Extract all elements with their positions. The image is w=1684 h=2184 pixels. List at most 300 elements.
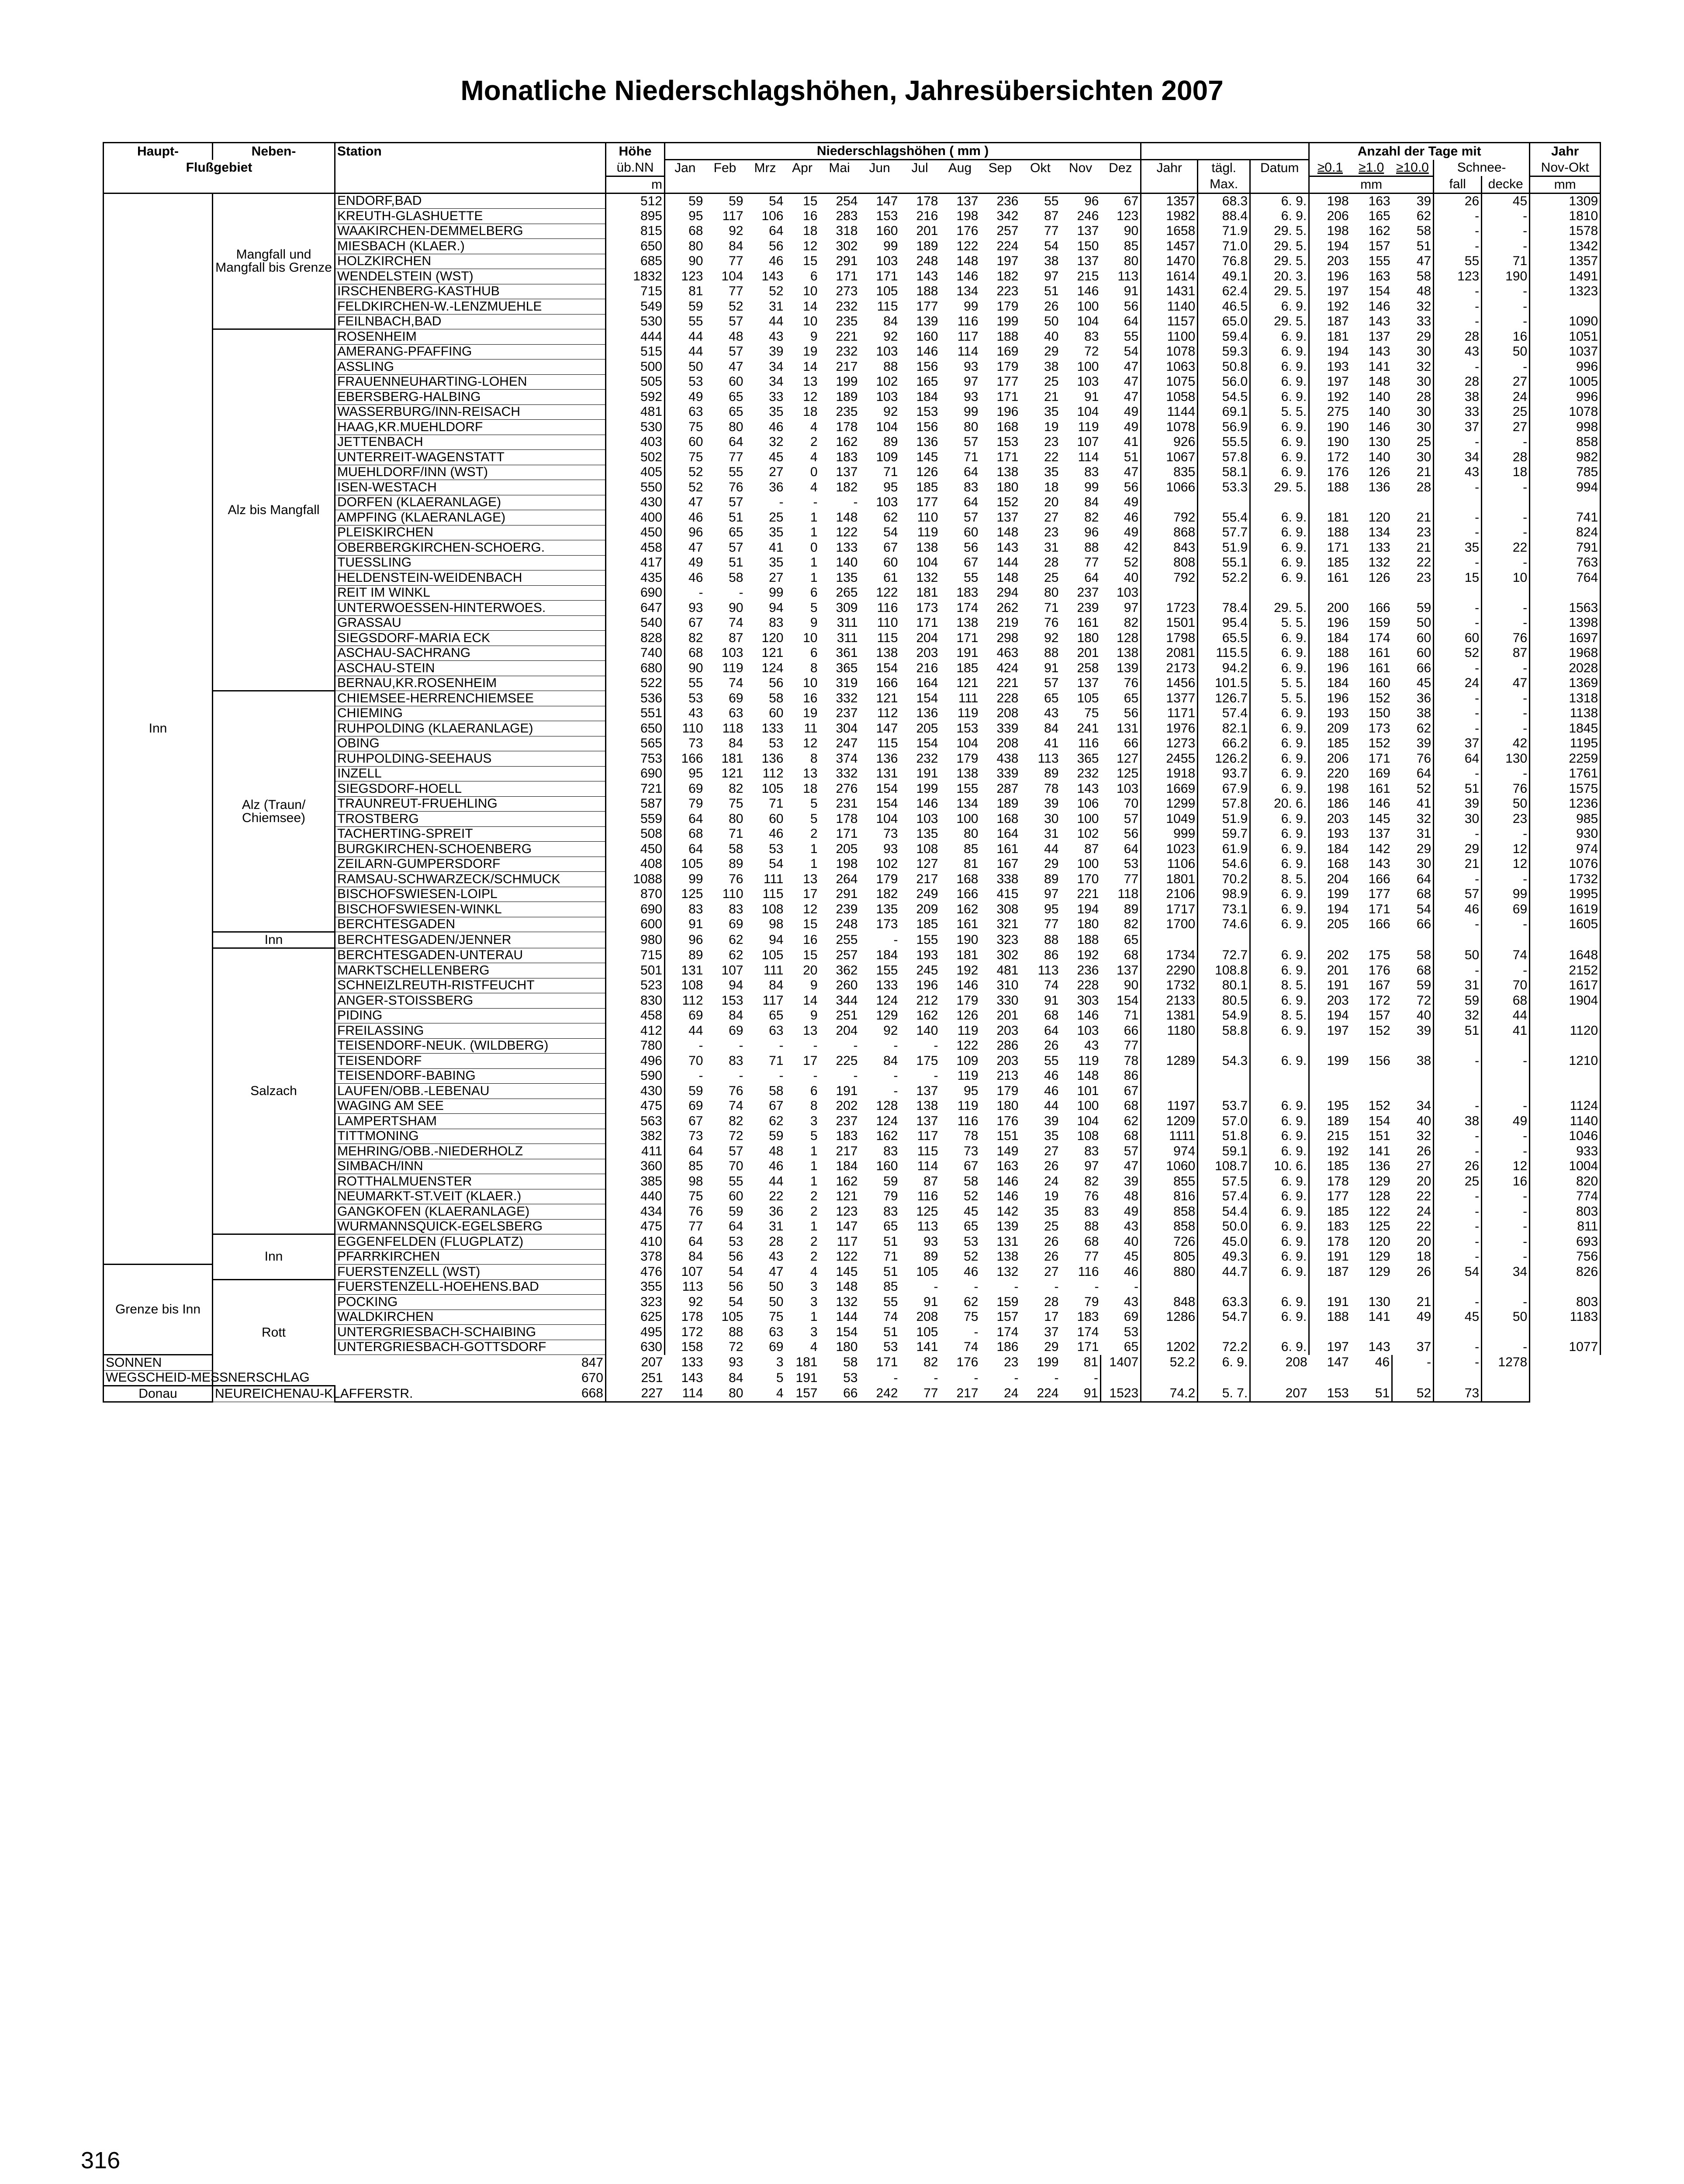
data-cell: 119: [957, 1099, 979, 1113]
station-hoehe: 753: [606, 751, 665, 767]
data-cell: 91: [1101, 284, 1141, 299]
data-cell: 5: [776, 1370, 784, 1385]
haupt-flussgebiet-cell: Inn: [104, 193, 213, 1265]
data-cell: 128: [876, 1099, 898, 1113]
data-cell: 96: [1084, 194, 1099, 208]
data-cell: 46: [1101, 510, 1141, 525]
data-cell: 96: [1084, 525, 1099, 540]
data-cell: 6. 9.: [1250, 766, 1309, 781]
data-cell: 202: [836, 1099, 858, 1113]
data-cell: 158: [681, 1340, 703, 1355]
data-cell: 105: [761, 948, 784, 963]
station-name: ROTTHALMUENSTER: [335, 1174, 606, 1189]
data-cell: -: [1482, 615, 1530, 631]
station-name: HELDENSTEIN-WEIDENBACH: [335, 570, 606, 586]
data-cell: 105: [681, 857, 703, 871]
data-cell: 110: [722, 887, 743, 902]
data-cell: 35: [769, 404, 784, 419]
data-cell: 107: [721, 963, 743, 978]
data-cell: -: [1482, 435, 1530, 450]
data-cell: 103: [721, 646, 743, 660]
data-cell: 1563: [1530, 601, 1601, 616]
data-cell: 291: [836, 254, 858, 269]
data-cell: 171: [1368, 751, 1390, 766]
data-cell: 56: [964, 540, 979, 555]
data-cell: 54: [1044, 238, 1059, 253]
data-cell: 48: [769, 1144, 784, 1158]
data-cell: 159: [1368, 615, 1390, 630]
data-cell: -: [1434, 766, 1482, 781]
data-cell: 4: [810, 449, 818, 464]
station-hoehe: 650: [606, 239, 665, 254]
data-cell: 54: [729, 1294, 743, 1309]
data-cell: 108: [761, 902, 784, 916]
station-hoehe: 410: [606, 1234, 665, 1250]
data-cell: 18: [1482, 465, 1530, 480]
data-cell: 55.4: [1198, 510, 1250, 525]
data-cell: 191: [1327, 978, 1349, 993]
data-cell: 172: [1327, 449, 1349, 464]
data-cell: 83: [1084, 465, 1099, 480]
data-cell: [1351, 932, 1392, 948]
data-cell: -: [1054, 1370, 1059, 1385]
data-cell: 785: [1530, 465, 1601, 480]
header-novokt: Nov-Okt: [1530, 160, 1601, 176]
data-cell: [1482, 1386, 1530, 1402]
data-cell: -: [1482, 299, 1530, 314]
data-cell: 91: [1084, 389, 1099, 404]
data-cell: 1078: [1141, 344, 1198, 359]
station-name: NEUREICHENAU-KLAFFERSTR.: [213, 1386, 335, 1402]
data-cell: 162: [1368, 224, 1390, 238]
data-cell: 118: [1101, 887, 1141, 902]
data-cell: 6. 9.: [1250, 917, 1309, 932]
data-cell: 344: [836, 993, 858, 1008]
data-cell: 51: [729, 555, 743, 570]
data-cell: 132: [996, 1264, 1019, 1279]
data-cell: 196: [1327, 269, 1349, 283]
data-cell: 6. 9.: [1250, 1099, 1309, 1114]
station-hoehe: 500: [606, 359, 665, 375]
data-cell: 1299: [1141, 796, 1198, 812]
data-cell: 179: [876, 871, 898, 886]
data-cell: 204: [916, 630, 938, 645]
station-hoehe: 430: [606, 495, 665, 510]
data-cell: 208: [996, 736, 1019, 751]
data-cell: 213: [996, 1068, 1019, 1083]
data-cell: 46: [1351, 1355, 1392, 1371]
data-cell: 982: [1530, 450, 1601, 465]
data-cell: 173: [916, 600, 938, 615]
data-cell: 58: [729, 570, 743, 585]
station-hoehe: 780: [606, 1038, 665, 1054]
data-cell: 31: [769, 1219, 784, 1234]
data-cell: 23: [1044, 525, 1059, 540]
station-name: LAUFEN/OBB.-LEBENAU: [335, 1084, 606, 1099]
data-cell: 92: [1044, 630, 1059, 645]
data-cell: 65: [1101, 691, 1141, 706]
data-cell: 26: [1392, 1265, 1434, 1280]
data-cell: 33: [769, 389, 784, 404]
data-cell: 169: [1368, 766, 1390, 781]
station-hoehe: 385: [606, 1174, 665, 1189]
month-dez: Dez: [1101, 160, 1141, 176]
data-cell: 71: [729, 826, 743, 841]
data-cell: -: [698, 1038, 703, 1053]
data-cell: 232: [916, 751, 938, 766]
data-cell: 143: [761, 269, 784, 283]
data-cell: 6. 9.: [1250, 450, 1309, 465]
data-cell: 183: [836, 449, 858, 464]
data-cell: 163: [996, 1159, 1019, 1174]
data-cell: 3: [810, 1324, 818, 1339]
data-cell: 9: [810, 615, 818, 630]
station-name: NEUMARKT-ST.VEIT (KLAER.): [335, 1189, 606, 1204]
data-cell: 237: [1077, 585, 1099, 600]
data-cell: [1530, 495, 1601, 510]
data-cell: 23: [1004, 1355, 1019, 1370]
station-name: FUERSTENZELL-HOEHENS.BAD: [335, 1279, 606, 1295]
data-cell: 11: [804, 721, 818, 736]
data-cell: 57.5: [1198, 1174, 1250, 1189]
data-cell: 31: [1044, 540, 1059, 555]
data-cell: 236: [1077, 963, 1099, 978]
data-cell: 182: [836, 480, 858, 494]
data-cell: 100: [1077, 299, 1099, 314]
data-cell: 84: [729, 1370, 743, 1385]
data-cell: [1198, 495, 1250, 510]
data-cell: 6. 9.: [1250, 751, 1309, 767]
data-cell: 192: [1327, 299, 1349, 314]
data-cell: -: [1482, 1204, 1530, 1220]
data-cell: 6. 9.: [1250, 781, 1309, 797]
data-cell: 177: [1327, 1189, 1349, 1204]
data-cell: 1918: [1141, 766, 1198, 781]
station-name: ASCHAU-STEIN: [335, 661, 606, 676]
data-cell: 129: [1368, 1264, 1390, 1279]
data-cell: 47: [1392, 254, 1434, 269]
data-cell: 34: [769, 374, 784, 389]
data-cell: [1250, 1084, 1309, 1099]
data-cell: 8. 5.: [1250, 872, 1309, 887]
data-cell: 52: [964, 1189, 979, 1204]
station-name: WAGING AM SEE: [335, 1099, 606, 1114]
data-cell: 171: [876, 269, 898, 283]
data-cell: 51.9: [1198, 812, 1250, 827]
data-cell: 12: [1482, 1159, 1530, 1174]
data-cell: 64: [1392, 766, 1434, 781]
data-cell: 2152: [1530, 963, 1601, 978]
data-cell: 172: [1368, 993, 1390, 1008]
data-cell: 128: [1368, 1189, 1390, 1204]
neben-flussgebiet-cell: Alz (Traun/ Chiemsee): [213, 691, 335, 932]
data-cell: 974: [1141, 1144, 1198, 1159]
data-cell: 117: [917, 1129, 938, 1144]
data-cell: 303: [1077, 993, 1099, 1008]
data-cell: 27: [1044, 510, 1059, 525]
data-cell: 73: [688, 736, 703, 751]
data-cell: 184: [876, 948, 898, 963]
data-cell: -: [1434, 601, 1482, 616]
data-cell: 90: [688, 254, 703, 269]
data-cell: 43: [1434, 465, 1482, 480]
data-cell: 152: [1368, 1099, 1390, 1113]
data-cell: 3: [810, 1294, 818, 1309]
data-cell: 79: [883, 1189, 898, 1204]
data-cell: [1309, 1084, 1351, 1099]
data-cell: 104: [1077, 404, 1099, 419]
data-cell: 1407: [1101, 1355, 1141, 1371]
data-cell: 90: [688, 660, 703, 675]
data-cell: 338: [996, 871, 1019, 886]
data-cell: 2290: [1141, 963, 1198, 978]
data-cell: 835: [1141, 465, 1198, 480]
data-cell: 1700: [1141, 917, 1198, 932]
data-cell: 6. 9.: [1250, 1174, 1309, 1189]
data-cell: 59: [1392, 601, 1434, 616]
station-name: AMERANG-PFAFFING: [335, 344, 606, 359]
data-cell: 113: [1037, 751, 1059, 766]
station-hoehe: 408: [606, 857, 665, 872]
data-cell: 54: [769, 857, 784, 871]
data-cell: 132: [836, 1294, 858, 1309]
data-cell: 91: [923, 1294, 938, 1309]
station-name: INZELL: [335, 766, 606, 781]
data-cell: 1037: [1530, 344, 1601, 359]
data-cell: 136: [916, 706, 938, 721]
data-cell: 18: [803, 404, 818, 419]
data-cell: -: [1482, 480, 1530, 495]
station-name: ANGER-STOISSBERG: [335, 993, 606, 1009]
data-cell: 131: [876, 766, 898, 781]
data-cell: 177: [916, 299, 938, 314]
data-cell: 179: [996, 299, 1019, 314]
station-name: FELDKIRCHEN-W.-LENZMUEHLE: [335, 299, 606, 314]
data-cell: 1157: [1141, 314, 1198, 329]
data-cell: 22: [1392, 555, 1434, 570]
data-cell: 1005: [1530, 374, 1601, 390]
data-cell: 97: [1101, 601, 1141, 616]
data-cell: 13: [803, 374, 818, 389]
data-cell: 89: [1044, 871, 1059, 886]
data-cell: [1434, 1370, 1482, 1386]
data-cell: 1369: [1530, 676, 1601, 691]
station-name: MIESBACH (KLAER.): [335, 239, 606, 254]
data-cell: 80: [1044, 585, 1059, 600]
data-cell: 191: [836, 1083, 858, 1098]
station-hoehe: 530: [606, 314, 665, 329]
data-cell: 764: [1530, 570, 1601, 586]
data-cell: [1250, 1279, 1309, 1295]
data-cell: 365: [836, 660, 858, 675]
data-cell: 60: [729, 374, 743, 389]
data-cell: 171: [836, 269, 858, 283]
data-cell: 36: [769, 480, 784, 494]
data-cell: -: [698, 585, 703, 600]
data-cell: 35: [1044, 1129, 1059, 1144]
data-cell: 188: [1077, 932, 1099, 947]
station-name: UNTERREIT-WAGENSTATT: [335, 450, 606, 465]
station-name: IRSCHENBERG-KASTHUB: [335, 284, 606, 299]
data-cell: 1658: [1141, 224, 1198, 239]
data-cell: 103: [916, 811, 938, 826]
data-cell: 3: [810, 1113, 818, 1128]
station-hoehe: 403: [606, 435, 665, 450]
data-cell: 93: [964, 359, 979, 374]
data-cell: 65: [1044, 691, 1059, 705]
data-cell: [1482, 1038, 1530, 1054]
data-cell: 2259: [1530, 751, 1601, 767]
data-cell: 41: [1101, 435, 1141, 450]
data-cell: 6. 9.: [1250, 540, 1309, 556]
data-cell: 1: [810, 1219, 818, 1234]
station-name: BERCHTESGADEN/JENNER: [335, 932, 606, 948]
data-cell: 188: [996, 329, 1019, 344]
data-cell: 194: [1327, 238, 1349, 253]
data-cell: -: [1434, 1219, 1482, 1234]
data-cell: 153: [721, 993, 743, 1008]
data-cell: 63: [769, 1324, 784, 1339]
data-cell: -: [934, 1279, 938, 1294]
data-cell: 15: [803, 194, 818, 208]
data-cell: -: [1434, 963, 1482, 978]
data-cell: 64: [688, 1144, 703, 1158]
data-cell: 134: [956, 284, 979, 299]
data-cell: 6. 9.: [1250, 948, 1309, 963]
data-cell: 84: [729, 736, 743, 751]
data-cell: 6. 9.: [1250, 344, 1309, 359]
data-cell: 5. 5.: [1250, 676, 1309, 691]
data-cell: 791: [1530, 540, 1601, 556]
data-cell: 176: [956, 1355, 979, 1370]
data-cell: 143: [996, 540, 1019, 555]
data-cell: 805: [1141, 1249, 1198, 1265]
data-cell: 100: [1077, 857, 1099, 871]
data-cell: 361: [836, 646, 858, 660]
data-cell: 198: [1327, 781, 1349, 796]
data-cell: 137: [956, 194, 979, 208]
data-cell: 153: [876, 208, 898, 223]
data-cell: 207: [1250, 1386, 1309, 1402]
data-cell: 235: [836, 404, 858, 419]
station-name: DORFEN (KLAERANLAGE): [335, 495, 606, 510]
data-cell: 71: [883, 465, 898, 480]
data-cell: -: [1482, 284, 1530, 299]
data-cell: 481: [996, 963, 1019, 978]
data-cell: 14: [803, 359, 818, 374]
data-cell: 6. 9.: [1250, 902, 1309, 917]
data-cell: 57: [729, 314, 743, 329]
data-cell: 6. 9.: [1250, 510, 1309, 525]
data-cell: 191: [1327, 1294, 1349, 1309]
data-cell: 146: [1368, 796, 1390, 811]
data-cell: 1140: [1530, 1114, 1601, 1129]
data-cell: 232: [836, 344, 858, 359]
data-cell: 792: [1141, 570, 1198, 586]
data-cell: 66: [820, 1386, 860, 1402]
data-cell: 1982: [1141, 209, 1198, 224]
data-cell: 157: [1368, 1008, 1390, 1023]
data-cell: [1141, 1068, 1198, 1084]
data-cell: 91: [688, 917, 703, 932]
data-cell: 64: [1044, 1023, 1059, 1038]
data-cell: 216: [916, 660, 938, 675]
data-cell: 59: [688, 1083, 703, 1098]
data-cell: 198: [836, 857, 858, 871]
data-cell: 848: [1141, 1295, 1198, 1310]
data-cell: 91: [1044, 993, 1059, 1008]
data-cell: 89: [923, 1249, 938, 1264]
data-cell: 6. 9.: [1250, 1295, 1309, 1310]
station-name: MEHRING/OBB.-NIEDERHOLZ: [335, 1144, 606, 1159]
station-hoehe: 412: [606, 1023, 665, 1039]
data-cell: [1530, 1008, 1601, 1023]
data-cell: 100: [1077, 359, 1099, 374]
data-cell: [1250, 1370, 1309, 1386]
station-name: HAAG,KR.MUEHLDORF: [335, 420, 606, 435]
station-name: FEILNBACH,BAD: [335, 314, 606, 329]
data-cell: 72.2: [1198, 1340, 1250, 1355]
data-cell: 180: [1077, 917, 1099, 932]
data-cell: 53: [769, 841, 784, 856]
data-cell: 124: [876, 1113, 898, 1128]
data-cell: 29: [1044, 344, 1059, 359]
data-cell: 95: [688, 766, 703, 781]
data-cell: 308: [996, 902, 1019, 916]
data-cell: 1058: [1141, 390, 1198, 405]
data-cell: 217: [940, 1386, 980, 1402]
data-cell: 116: [957, 314, 979, 329]
data-cell: 1309: [1530, 193, 1601, 209]
data-cell: 996: [1530, 390, 1601, 405]
data-cell: 75: [688, 419, 703, 434]
station-name: REIT IM WINKL: [335, 585, 606, 601]
data-cell: 53: [883, 1340, 898, 1355]
data-cell: 59: [688, 299, 703, 314]
data-cell: 80: [964, 826, 979, 841]
data-cell: 69: [729, 917, 743, 932]
data-cell: 46: [688, 510, 703, 525]
data-cell: 1732: [1141, 978, 1198, 993]
data-cell: [1434, 585, 1482, 601]
data-cell: 6. 9.: [1250, 359, 1309, 375]
data-cell: 197: [996, 254, 1019, 269]
data-cell: 119: [957, 1023, 979, 1038]
data-cell: 5. 5.: [1250, 691, 1309, 706]
data-cell: 15: [803, 948, 818, 963]
data-cell: 29: [1392, 842, 1434, 857]
data-cell: 166: [876, 676, 898, 691]
data-cell: 1342: [1530, 239, 1601, 254]
data-cell: 65: [729, 525, 743, 540]
data-cell: -: [893, 1083, 898, 1098]
data-cell: 1381: [1141, 1008, 1198, 1023]
data-cell: 65: [1101, 1340, 1141, 1355]
station-name: GRASSAU: [335, 615, 606, 631]
header-niederschlag: Niederschlagshöhen ( mm ): [665, 143, 1141, 160]
data-cell: 84: [883, 1053, 898, 1068]
data-cell: 72: [729, 1340, 743, 1355]
data-cell: 59: [729, 194, 743, 208]
data-cell: 78: [1101, 1054, 1141, 1069]
data-cell: 140: [1368, 449, 1390, 464]
data-cell: 287: [996, 781, 1019, 796]
data-cell: 96: [688, 932, 703, 947]
data-cell: 162: [836, 1174, 858, 1189]
data-cell: 169: [996, 344, 1019, 359]
data-cell: 64: [1101, 842, 1141, 857]
data-cell: 49: [1101, 1204, 1141, 1220]
